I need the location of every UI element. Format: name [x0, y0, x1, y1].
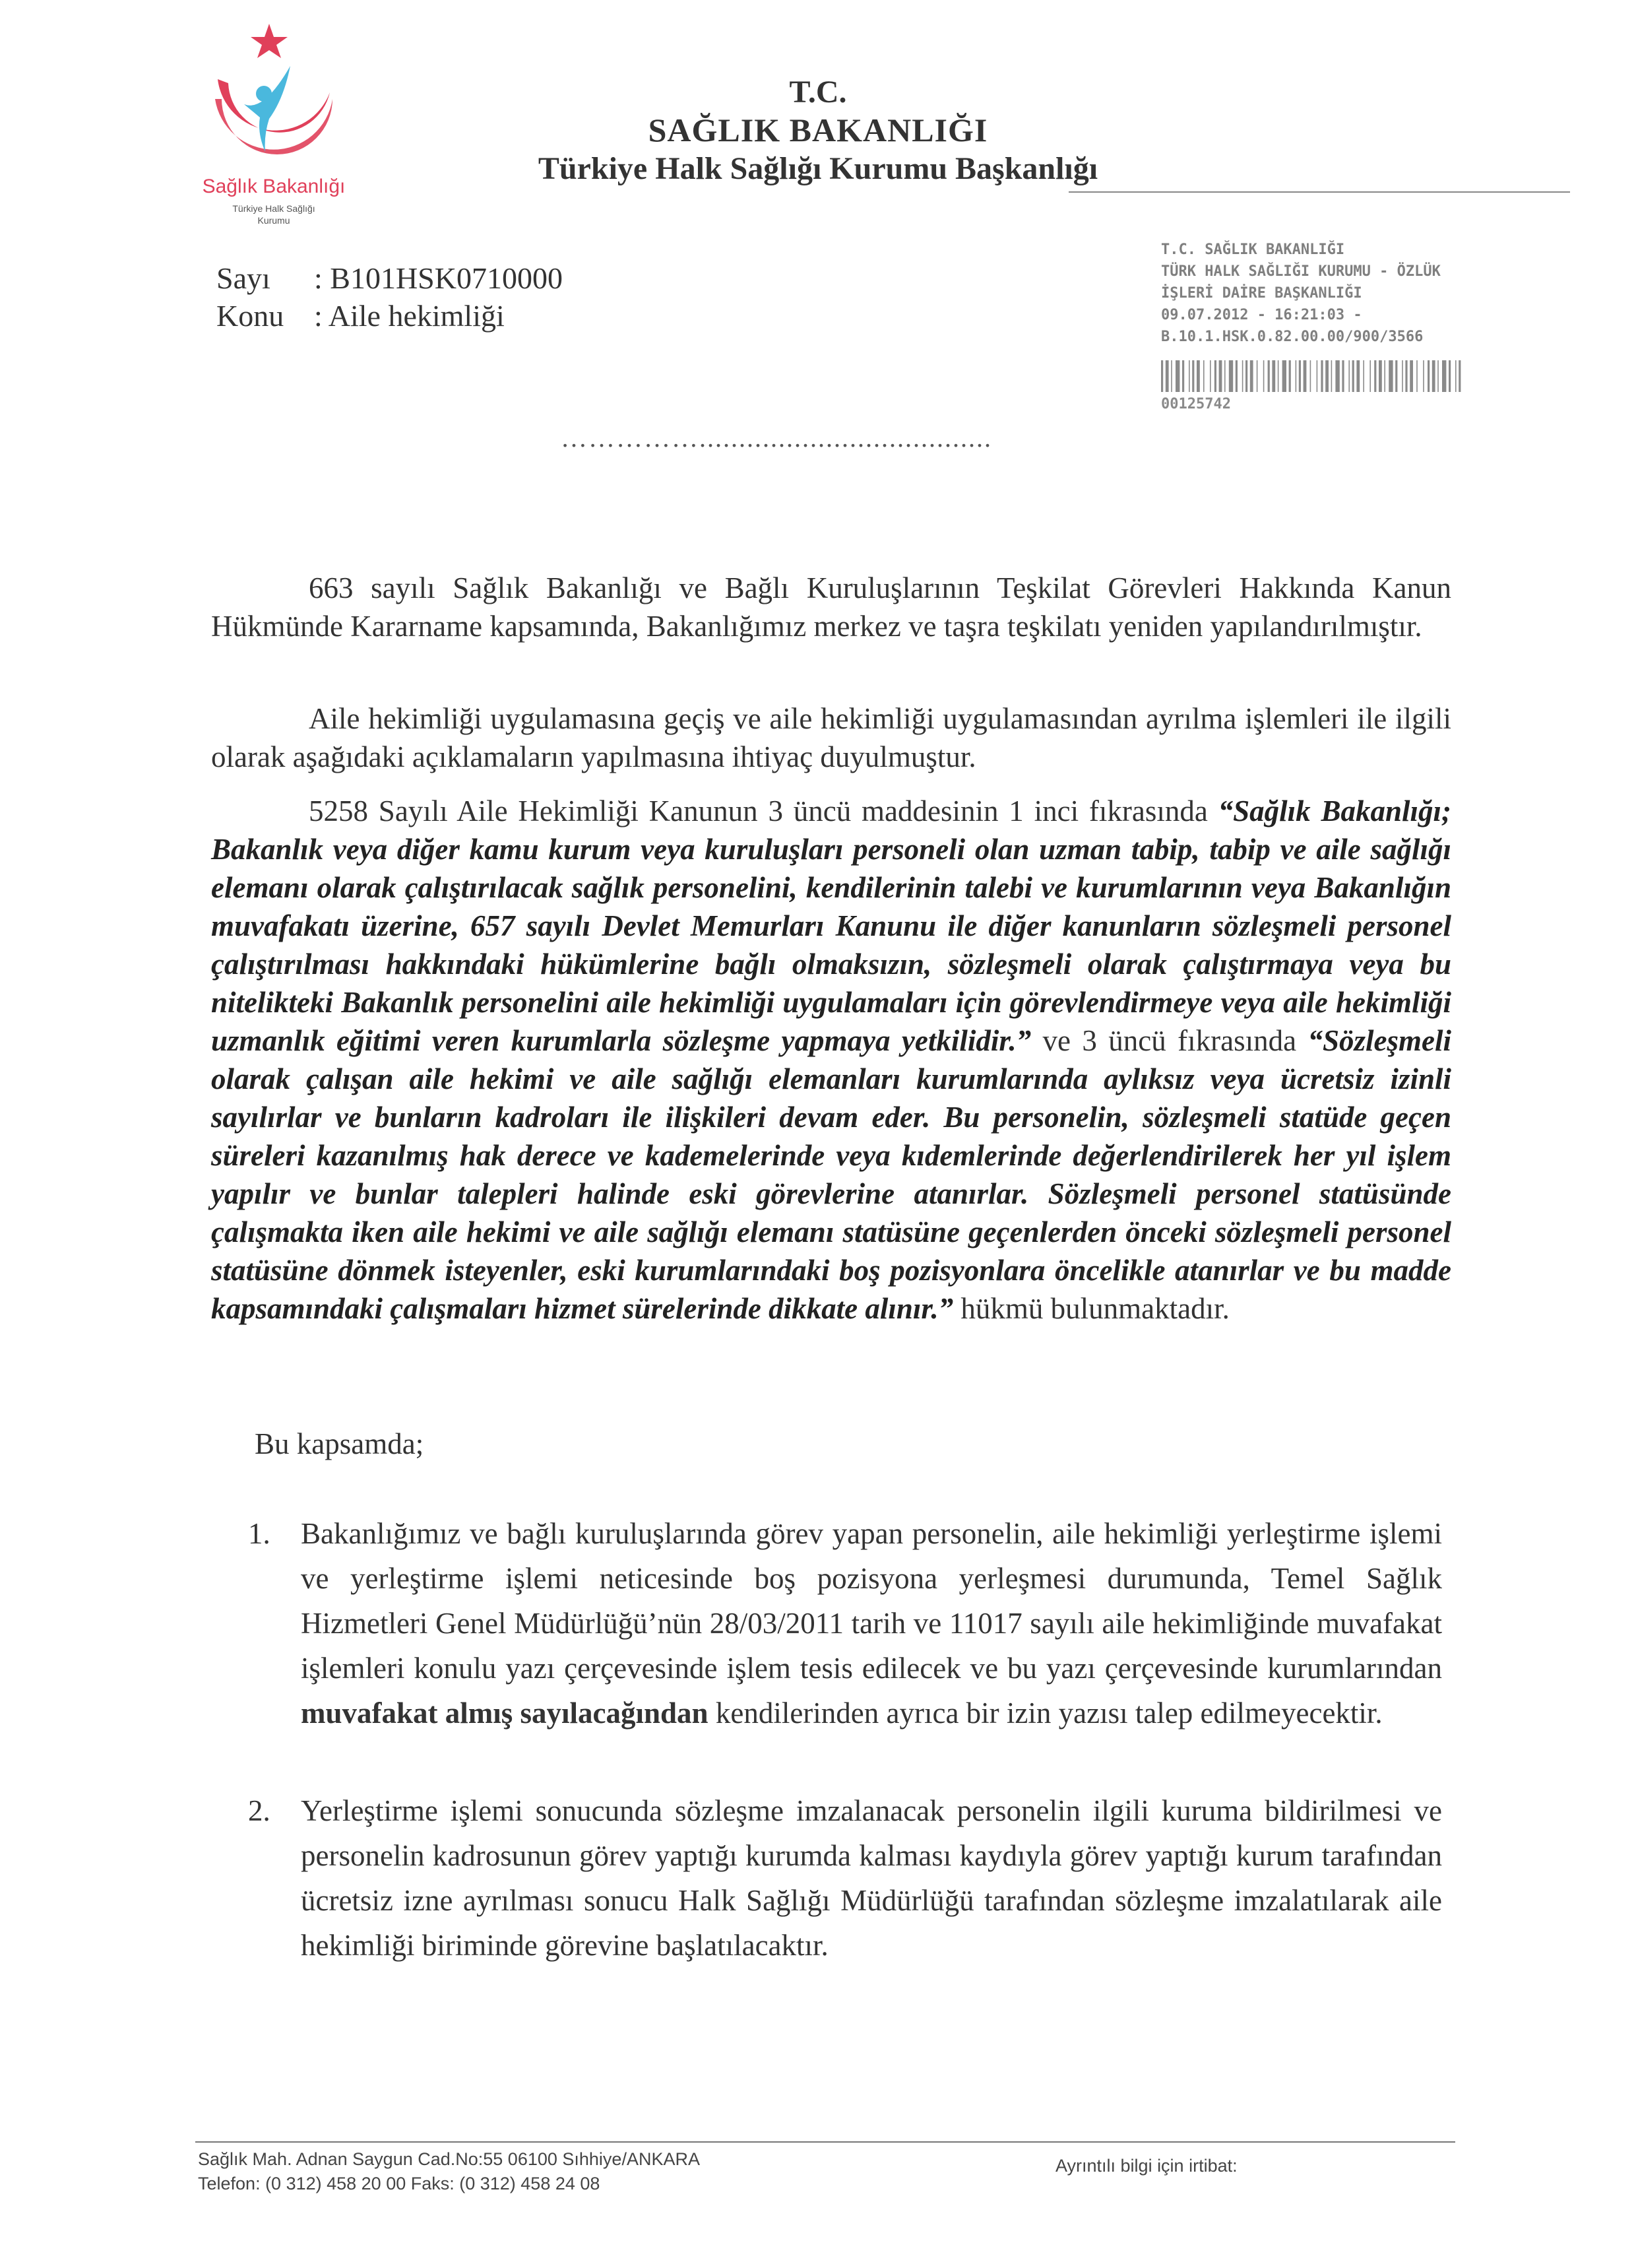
- registry-stamp: [1161, 239, 1544, 348]
- header-rule: [1069, 191, 1570, 193]
- sayi-row: [216, 261, 563, 296]
- footer-address: Sağlık Mah. Adnan Saygun Cad.No:55 06100 Sıhhiye/ANKARA: [198, 2149, 700, 2169]
- barcode-icon: [1161, 360, 1464, 392]
- stamp-line-2: TÜRK HALK SAĞLIĞI KURUMU - ÖZLÜK: [1161, 263, 1441, 280]
- paragraph-3-end: hükmü bulunmaktadır.: [953, 1292, 1230, 1325]
- item-1-text-a: Bakanlığımız ve bağlı kuruluşlarında görev yapan personelin, aile hekimliği yerleştirme işlemi ve yerleştirme işlemi neticesinde boş pozisyona yerleşmesi durumunda, Temel Sağlık Hizmetleri Genel Müdürlüğü’nün 28/03/2011 tarih ve 11017 sayılı aile hekimliğinde muvafakat işlemleri konulu yazı çerçevesinde işlem tesis edilecek ve bu yazı çerçevesinde kurumlarından: [301, 1517, 1442, 1685]
- law-quote-1: “Sağlık Bakanlığı; Bakanlık veya diğer kamu kurum veya kuruluşları personeli olan uzman tabip, tabip ve aile sağlığı elemanı olarak çalıştırılacak sağlık personelini, kendilerinin talebi ve kurumlarının veya Bakanlığın muvafakatı üzerine, 657 sayılı Devlet Memurları Kanunu ile diğer kanunların sözleşmeli personel çalıştırılması hakkındaki hükümlerine bağlı olmaksızın, sözleşmeli olarak çalıştırmaya veya bu nitelikteki Bakanlık personelini aile hekimliği uygulamaları için görevlendirmeye veya aile hekimliği uzmanlık eğitimi veren kurumlarla sözleşme yapmaya yetkilidir.”: [211, 794, 1451, 1057]
- list-item-number: 2.: [248, 1794, 270, 1827]
- header-department: Türkiye Halk Sağlığı Kurumu Başkanlığı: [538, 151, 1098, 186]
- paragraph-1-text: 663 sayılı Sağlık Bakanlığı ve Bağlı Kuruluşlarının Teşkilat Görevleri Hakkında Kanun Hükmünde Kararname kapsamında, Bakanlığımız merkez ve taşra teşkilatı yeniden yapılandırılmıştır.: [211, 571, 1451, 643]
- footer-phone: Telefon: (0 312) 458 20 00 Faks: (0 312) 458 24 08: [198, 2174, 600, 2193]
- stamp-number: 00125742: [1161, 396, 1231, 412]
- paragraph-3-intro: 5258 Sayılı Aile Hekimliği Kanunun 3 üncü maddesinin 1 inci fıkrasında: [309, 794, 1218, 827]
- stamp-line-3: İŞLERİ DAİRE BAŞKANLIĞI: [1161, 285, 1362, 302]
- item-2-text: Yerleştirme işlemi sonucunda sözleşme imzalanacak personelin ilgili kuruma bildirilmesi ve personelin kadrosunun görev yaptığı kurumda kalması kaydıyla görev yaptığı kurum tarafından ücretsiz izne ayrılması sonucu Halk Sağlığı Müdürlüğü tarafından sözleşme imzalatılarak aile hekimliği biriminde görevine başlatılacaktır.: [301, 1794, 1442, 1962]
- header-tc: T.C.: [789, 75, 847, 110]
- paragraph-3-mid: ve 3 üncü fıkrasında: [1031, 1024, 1308, 1057]
- addressee-dots: …………….....................................: [561, 423, 992, 453]
- logo-subtitle-1: Türkiye Halk Sağlığı: [232, 203, 315, 214]
- stamp-line-5: B.10.1.HSK.0.82.00.00/900/3566: [1161, 329, 1424, 345]
- stamp-line-4: 09.07.2012 - 16:21:03 -: [1161, 307, 1362, 323]
- paragraph-2-text: Aile hekimliği uygulamasına geçiş ve aile hekimliği uygulamasından ayrılma işlemleri ile ilgili olarak aşağıdaki açıklamaların yapılmasına ihtiyaç duyulmuştur.: [211, 702, 1451, 773]
- paragraph-1: [211, 569, 1451, 645]
- kapsam-line: Bu kapsamda;: [255, 1427, 424, 1460]
- paragraph-2: [211, 699, 1451, 776]
- item-1-bold: muvafakat almış sayılacağından: [301, 1697, 708, 1730]
- sayi-value: : B101HSK0710000: [314, 261, 563, 295]
- konu-label: Konu: [216, 299, 284, 333]
- law-quote-2: “Sözleşmeli olarak çalışan aile hekimi ve aile sağlığı elemanları kurumlarında aylıksız veya ücretsiz izinli sayılırlar ve bunların kadroları ile ilişkileri devam eder. Bu personelin, sözleşmeli statüde geçen süreleri kazanılmış hak derece ve kademelerinde veya kıdemlerinde değerlendirilerek her yıl işlem yapılır ve bunlar talepleri halinde eski görevlerine atanırlar. Sözleşmeli personel statüsünde çalışmakta iken aile hekimi ve aile sağlığı elemanı statüsüne geçenlerden önceki sözleşmeli personel statüsüne dönmek isteyenler, eski kurumlarındaki boş pozisyonlara öncelikle atanırlar ve bu madde kapsamındaki çalışmaları hizmet sürelerinde dikkate alınır.”: [211, 1024, 1451, 1325]
- footer-contact-info: Ayrıntılı bilgi için irtibat:: [1055, 2156, 1238, 2176]
- list-item-number: 1.: [248, 1517, 270, 1550]
- stamp-line-1: T.C. SAĞLIK BAKANLIĞI: [1161, 242, 1345, 258]
- konu-row: [216, 298, 505, 333]
- konu-value: : Aile hekimliği: [314, 299, 505, 333]
- header-ministry: SAĞLIK BAKANLIĞI: [648, 112, 988, 148]
- logo-subtitle-2: Kurumu: [257, 215, 290, 226]
- sayi-label: Sayı: [216, 261, 270, 295]
- footer-rule: [195, 2141, 1455, 2143]
- item-1-text-b: kendilerinden ayrıca bir izin yazısı talep edilmeyecektir.: [708, 1697, 1383, 1730]
- logo-name: Sağlık Bakanlığı: [202, 176, 346, 197]
- paragraph-3: [211, 792, 1451, 1328]
